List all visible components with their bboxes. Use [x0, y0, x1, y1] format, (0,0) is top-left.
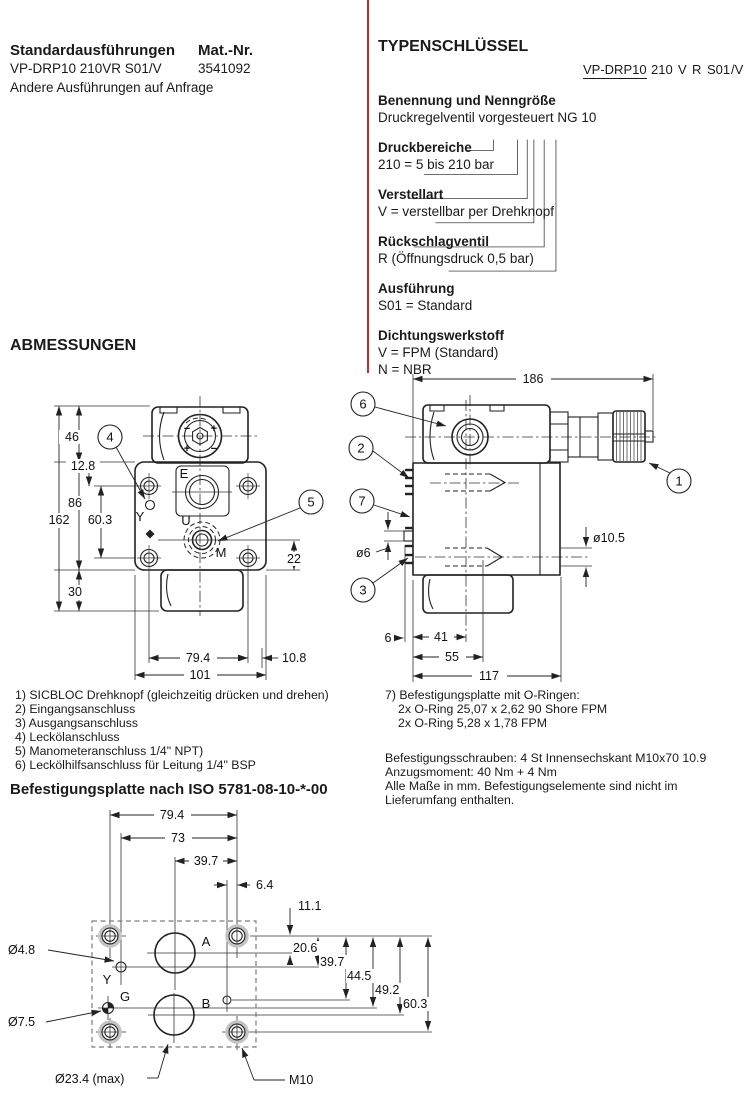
mat-nr-value: 3541092	[198, 61, 251, 76]
entry-label-benennung: Benennung und Nenngröße	[378, 93, 556, 108]
other-versions-note: Andere Ausführungen auf Anfrage	[10, 80, 214, 95]
mounting-plate-drawing	[0, 800, 750, 1105]
plate-dim-20-6: 20.6	[293, 941, 318, 955]
port-label-m: M	[215, 545, 227, 560]
plate-dim-73: 73	[171, 831, 185, 845]
dim-dia6: ø6	[356, 546, 371, 560]
standard-versions-title: Standardausführungen	[10, 42, 176, 59]
type-key-title: TYPENSCHLÜSSEL	[378, 38, 529, 55]
footnote-6: 6) Leckölhilfsanschluss für Leitung 1/4" BSP	[15, 758, 256, 772]
footnote-2: 2) Eingangsanschluss	[15, 702, 136, 716]
entry-label-rueckschlagventil: Rückschlagventil	[378, 234, 490, 249]
plate-port-g: G	[119, 989, 131, 1004]
dim-22: 22	[287, 552, 301, 566]
dim-dia10-5: ø10.5	[593, 531, 625, 545]
dim-41: 41	[434, 630, 448, 644]
callout-7: 7	[358, 493, 366, 509]
port-label-e: E	[179, 466, 189, 481]
footnote-3: 3) Ausgangsanschluss	[15, 716, 139, 730]
footnote-7a: 2x O-Ring 25,07 x 2,62 90 Shore FPM	[398, 702, 608, 716]
plate-dim-39-7: 39.7	[320, 955, 345, 969]
entry-desc-dichtungswerkstoff-1: V = FPM (Standard)	[378, 345, 499, 360]
dim-186: 186	[522, 372, 544, 386]
plate-port-y: Y	[102, 972, 112, 987]
port-label-y: Y	[135, 509, 145, 524]
footnote-7: 7) Befestigungsplatte mit O-Ringen:	[385, 688, 580, 702]
entry-desc-benennung: Druckregelventil vorgesteuert NG 10	[378, 110, 597, 125]
plate-corner-holes	[101, 927, 247, 1042]
model-code: VP-DRP10 210VR S01/V	[10, 61, 162, 76]
entry-desc-rueckschlagventil: R (Öffnungsdruck 0,5 bar)	[378, 251, 534, 266]
port-label-u: U	[181, 513, 191, 528]
type-code-token-r: R	[692, 62, 702, 77]
footnote-7b: 2x O-Ring 5,28 x 1,78 FPM	[398, 716, 547, 730]
dim-46: 46	[65, 430, 79, 444]
mounting-plate-title: Befestigungsplatte nach ISO 5781-08-10-*-00	[10, 781, 328, 798]
dim-30: 30	[68, 585, 82, 599]
entry-label-ausfuehrung: Ausführung	[378, 281, 455, 296]
dim-79-4: 79.4	[185, 651, 211, 665]
entry-label-verstellart: Verstellart	[378, 187, 444, 202]
plate-port-a: A	[201, 934, 211, 949]
callout-5: 5	[307, 494, 315, 510]
plate-dim-79-4: 79.4	[159, 808, 185, 822]
dial-plus-bottom: +	[183, 443, 191, 455]
footnote-1: 1) SICBLOC Drehknopf (gleichzeitig drücken und drehen)	[15, 688, 329, 702]
plate-dia-7-5: Ø7.5	[8, 1015, 36, 1029]
type-code-token-s01: S01	[707, 62, 731, 77]
callout-3: 3	[359, 582, 367, 598]
type-code-base: VP-DRP10	[583, 62, 647, 77]
callout-1: 1	[675, 473, 683, 489]
dim-101: 101	[189, 668, 211, 682]
type-code-token-v2: /V	[731, 62, 744, 77]
plate-dim-11-1: 11.1	[298, 899, 322, 913]
mat-nr-title: Mat.-Nr.	[198, 42, 254, 59]
entry-label-dichtungswerkstoff: Dichtungswerkstoff	[378, 328, 505, 343]
plate-dia-4-8: Ø4.8	[8, 943, 36, 957]
callout-2: 2	[357, 440, 365, 456]
mounting-screws-note: Befestigungsschrauben: 4 St Innensechskant M10x70 10.9	[385, 751, 707, 765]
dim-55: 55	[445, 650, 459, 664]
dim-12-8: 12.8	[70, 459, 96, 473]
dim-162: 162	[48, 513, 70, 527]
dim-10-8: 10.8	[282, 651, 307, 665]
valve-drawings	[0, 360, 750, 690]
units-note-1: Alle Maße in mm. Befestigungselemente sind nicht im	[385, 779, 678, 793]
type-code-token-v: V	[678, 62, 687, 77]
entry-desc-druckbereiche: 210 = 5 bis 210 bar	[378, 157, 494, 172]
entry-desc-verstellart: V = verstellbar per Drehknopf	[378, 204, 554, 219]
footnote-4: 4) Leckölanschluss	[15, 730, 120, 744]
entry-label-druckbereiche: Druckbereiche	[378, 140, 472, 155]
type-key-connector-lines	[365, 60, 750, 345]
entry-desc-ausfuehrung: S01 = Standard	[378, 298, 473, 313]
plate-dim-44-5: 44.5	[347, 969, 372, 983]
front-view-drawing	[45, 396, 323, 683]
plate-dia-23-4: Ø23.4 (max)	[55, 1072, 125, 1086]
dial-minus-bottom: −	[210, 443, 218, 455]
dial-plus-top: +	[210, 423, 218, 435]
dim-117: 117	[479, 669, 499, 683]
callout-6: 6	[359, 396, 367, 412]
type-code-token-210: 210	[651, 62, 673, 77]
dial-minus-top: −	[183, 423, 191, 435]
plate-dim-49-2: 49.2	[375, 983, 400, 997]
units-note-2: Lieferumfang enthalten.	[385, 793, 515, 807]
footnote-5: 5) Manometeranschluss 1/4" NPT)	[15, 744, 204, 758]
torque-note: Anzugsmoment: 40 Nm + 4 Nm	[385, 765, 557, 779]
dim-86: 86	[68, 496, 82, 510]
plate-dim-39-7-top: 39.7	[193, 854, 219, 868]
plate-port-b: B	[201, 996, 211, 1011]
dimensions-title: ABMESSUNGEN	[10, 337, 137, 354]
dim-60-3: 60.3	[87, 513, 113, 527]
plate-dim-6-4: 6.4	[256, 878, 274, 892]
callout-4: 4	[106, 429, 114, 445]
plate-dim-60-3: 60.3	[403, 997, 428, 1011]
dim-6: 6	[384, 631, 392, 645]
plate-m10-label: M10	[289, 1073, 314, 1087]
entry-desc-dichtungswerkstoff-2: N = NBR	[378, 362, 432, 377]
side-view-drawing	[349, 372, 691, 684]
